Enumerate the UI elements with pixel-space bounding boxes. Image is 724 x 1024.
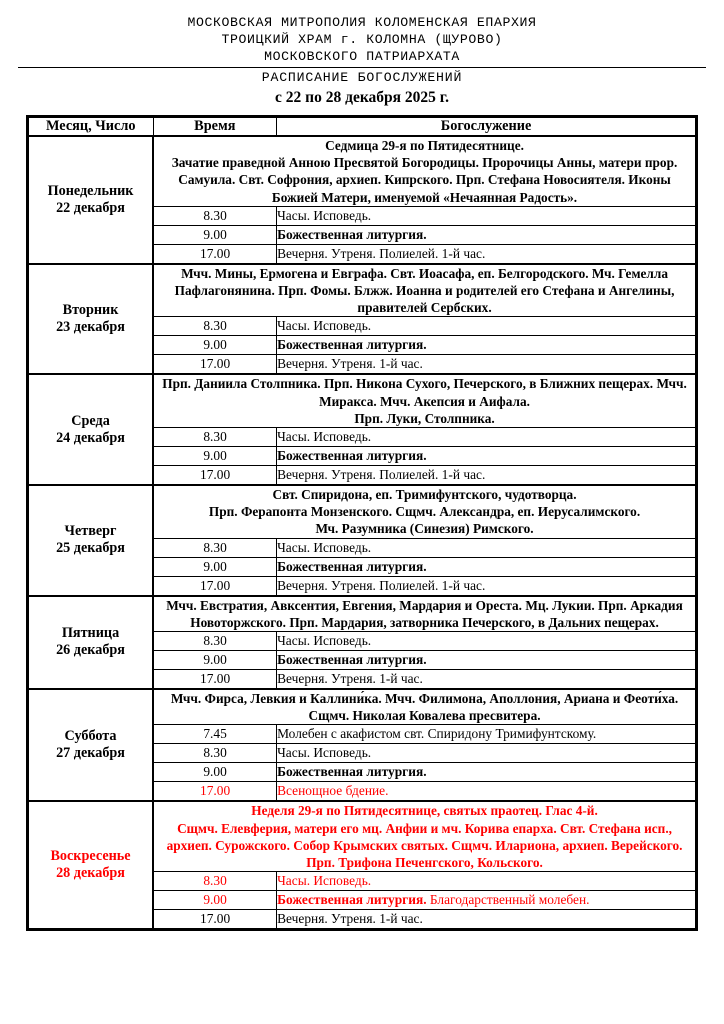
day-block-6 (28, 689, 697, 725)
banner-line: Прп. Даниила Столпника. Прп. Никона Сухого, Печерского, в Ближних пещерах. Мчч. Миракса. Мчч. Акепсия и Аифала. (162, 376, 687, 409)
day-date: 22 декабря (56, 199, 125, 216)
header-divider (18, 67, 706, 68)
day-block-7 (28, 801, 697, 871)
day-label (28, 596, 154, 689)
day-commemoration-banner (153, 485, 696, 538)
day-date: 27 декабря (56, 745, 125, 762)
service-main-label: Божественная литургия. (277, 337, 427, 353)
day-label (28, 136, 154, 264)
service-description (277, 891, 697, 910)
day-label (28, 689, 154, 801)
banner-line: Мчч. Фирса, Левкия и Каллини́ка. Мчч. Филимона, Аполлония, Ариана и Феоти́ха. Сщмч. Николая Ковалева пресвитера. (170, 691, 679, 724)
service-time: 9.00 (153, 891, 277, 910)
service-main-label: Часы. Исповедь. (277, 745, 372, 761)
service-time: 9.00 (153, 651, 277, 670)
service-time: 9.00 (153, 763, 277, 782)
header-line-patriarchate: МОСКОВСКОГО ПАТРИАРХАТА (264, 49, 460, 64)
service-description (277, 782, 697, 802)
service-description (277, 225, 697, 244)
day-label (28, 374, 154, 485)
service-main-label: Божественная литургия. (277, 448, 427, 464)
service-time: 17.00 (153, 355, 277, 375)
service-description (277, 872, 697, 891)
service-time: 17.00 (153, 576, 277, 596)
service-main-label: Вечерня. Утреня. 1-й час. (277, 911, 423, 927)
schedule-table-body (28, 117, 697, 930)
day-block-3 (28, 374, 697, 427)
day-name: Понедельник (47, 182, 134, 199)
day-block-2 (28, 264, 697, 317)
service-description (277, 317, 697, 336)
service-description (277, 763, 697, 782)
service-time: 9.00 (153, 447, 277, 466)
service-description (277, 557, 697, 576)
day-label (28, 801, 154, 929)
service-time: 8.30 (153, 317, 277, 336)
service-main-label: Часы. Исповедь. (277, 429, 372, 445)
service-description (277, 206, 697, 225)
service-main-label: Божественная литургия. (277, 558, 427, 574)
service-description (277, 910, 697, 930)
document-header (0, 0, 724, 107)
day-name: Четверг (64, 523, 117, 540)
service-main-label: Вечерня. Утреня. Полиелей. 1-й час. (277, 577, 486, 593)
service-main-label: Вечерня. Утреня. 1-й час. (277, 356, 423, 372)
day-name: Пятница (61, 625, 120, 642)
service-time: 8.30 (153, 744, 277, 763)
banner-line: Седмица 29-я по Пятидесятнице. (325, 138, 524, 153)
service-description (277, 244, 697, 264)
column-header-service: Богослужение (277, 117, 697, 137)
header-date-range: с 22 по 28 декабря 2025 г. (275, 89, 449, 106)
service-time: 17.00 (153, 244, 277, 264)
service-main-label: Божественная литургия. (277, 226, 427, 242)
column-header-day: Месяц, Число (28, 117, 154, 137)
service-main-label: Божественная литургия. (277, 764, 427, 780)
service-time: 9.00 (153, 557, 277, 576)
service-main-label: Часы. Исповедь. (277, 873, 372, 889)
banner-line: Прп. Луки, Столпника. (354, 410, 495, 426)
service-time: 17.00 (153, 782, 277, 802)
banner-line: Зачатие праведной Анною Пресвятой Богородицы. Пророчицы Анны, матери прор. Самуила. Свт. Софрония, архиеп. Кипрского. Прп. Стефана Новосиятеля. Иконы Божией Матери, именуемой «Нечаянная Радость». (171, 155, 678, 205)
day-block-4 (28, 485, 697, 538)
day-commemoration-banner (153, 596, 696, 632)
service-time: 8.30 (153, 632, 277, 651)
banner-line: Мчч. Евстратия, Авксентия, Евгения, Мардария и Ореста. Мц. Лукии. Прп. Аркадия Новоторжского. Прп. Мардария, затворника Печерского, в Дальних пещерах. (166, 597, 683, 630)
service-description (277, 336, 697, 355)
service-time: 17.00 (153, 910, 277, 930)
service-description (277, 744, 697, 763)
service-main-label: Часы. Исповедь. (277, 633, 372, 649)
service-time: 17.00 (153, 466, 277, 486)
banner-line: Свт. Спиридона, еп. Тримифунтского, чудотворца. (272, 487, 577, 503)
header-line-church: ТРОИЦКИЙ ХРАМ г. КОЛОМНА (ЩУРОВО) (221, 32, 503, 47)
day-commemoration-banner (153, 136, 696, 206)
day-block-5 (28, 596, 697, 632)
service-time: 8.30 (153, 428, 277, 447)
day-block-1 (28, 136, 697, 206)
service-description (277, 576, 697, 596)
service-time: 8.30 (153, 538, 277, 557)
day-name: Вторник (62, 302, 119, 319)
service-main-label: Вечерня. Утреня. 1-й час. (277, 671, 423, 687)
banner-line: Мч. Разумника (Синезия) Римского. (315, 521, 534, 537)
service-description (277, 651, 697, 670)
service-description (277, 725, 697, 744)
service-main-label: Всенощное бдение. (277, 783, 389, 799)
service-time: 8.30 (153, 206, 277, 225)
service-time: 7.45 (153, 725, 277, 744)
column-header-time: Время (153, 117, 277, 137)
service-description (277, 466, 697, 486)
day-name: Среда (71, 412, 110, 429)
schedule-table-wrapper (26, 115, 698, 931)
banner-line: Неделя 29-я по Пятидесятнице, святых праотец. Глас 4-й. (251, 803, 598, 819)
day-commemoration-banner (153, 264, 696, 317)
day-label (28, 485, 154, 596)
service-main-label: Божественная литургия. (277, 652, 427, 668)
day-commemoration-banner (153, 801, 696, 871)
day-date: 25 декабря (56, 540, 125, 557)
day-date: 26 декабря (56, 642, 125, 659)
day-name: Суббота (64, 728, 117, 745)
day-commemoration-banner (153, 689, 696, 725)
banner-line: Мчч. Мины, Ермогена и Евграфа. Свт. Иоасафа, еп. Белгородского. Мч. Гемелла Пафлагонянина. Прп. Фомы. Блжж. Иоанна и родителей его Стефана и Ангелины, правителей Сербских. (174, 265, 675, 316)
service-main-label: Вечерня. Утреня. Полиелей. 1-й час. (277, 245, 486, 261)
service-description (277, 670, 697, 690)
service-time: 8.30 (153, 872, 277, 891)
service-time: 9.00 (153, 225, 277, 244)
service-description (277, 632, 697, 651)
banner-line: Прп. Ферапонта Монзенского. Сщмч. Александра, еп. Иерусалимского. (208, 504, 641, 520)
service-description (277, 428, 697, 447)
day-label (28, 264, 154, 375)
header-schedule-title: РАСПИСАНИЕ БОГОСЛУЖЕНИЙ (261, 70, 463, 85)
day-name: Воскресенье (50, 848, 131, 865)
service-description (277, 538, 697, 557)
banner-line: Сщмч. Елевферия, матери его мц. Анфии и мч. Корива епарха. Свт. Стефана исп., архиеп. Сурожского. Собор Крымских святых. Сщмч. Илариона, архиеп. Верейского. Прп. Трифона Печенгского, Кольского. (166, 820, 683, 871)
day-date: 24 декабря (56, 429, 125, 446)
service-main-label: Божественная литургия. (277, 892, 427, 908)
table-header-row (28, 117, 697, 137)
service-time: 9.00 (153, 336, 277, 355)
service-main-label: Часы. Исповедь. (277, 207, 372, 223)
service-main-label: Вечерня. Утреня. Полиелей. 1-й час. (277, 467, 486, 483)
service-description (277, 355, 697, 375)
service-description (277, 447, 697, 466)
service-extra-label: Благодарственный молебен. (426, 892, 590, 908)
service-main-label: Молебен с акафистом свт. Спиридону Тримифунтскому. (277, 726, 597, 742)
service-time: 17.00 (153, 670, 277, 690)
service-main-label: Часы. Исповедь. (277, 539, 372, 555)
day-date: 23 декабря (56, 319, 125, 336)
header-line-eparchy: МОСКОВСКАЯ МИТРОПОЛИЯ КОЛОМЕНСКАЯ ЕПАРХИЯ (187, 15, 537, 30)
schedule-table (26, 115, 698, 931)
service-main-label: Часы. Исповедь. (277, 318, 372, 334)
day-commemoration-banner (153, 374, 696, 427)
day-date: 28 декабря (56, 865, 125, 882)
